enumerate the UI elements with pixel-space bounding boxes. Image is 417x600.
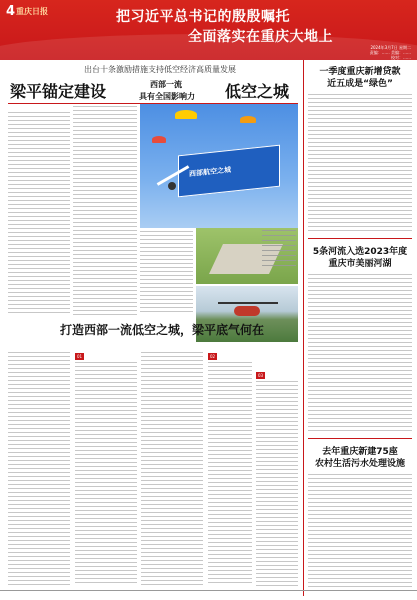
lead-body-column-3	[140, 231, 193, 315]
body-text-lines	[256, 381, 298, 586]
banner-headline-line1: 把习近平总书记的殷殷嘱托	[116, 9, 290, 25]
parachute-icon	[240, 116, 256, 123]
sidebar-story1-body	[308, 94, 412, 234]
issue-info	[370, 45, 411, 60]
paper-name: 重庆日报	[16, 7, 48, 16]
sidebar-story3-body	[308, 474, 412, 590]
section-tag: 02	[210, 354, 216, 359]
headline-line: 去年重庆新建75座	[322, 447, 398, 457]
lead-headline-left: 梁平锚定建设	[10, 82, 107, 101]
right-sidebar	[303, 60, 415, 596]
lead-body-column-1	[8, 106, 70, 316]
section-tag: 03	[258, 373, 264, 378]
parachute-icon	[152, 136, 166, 143]
lead-headline-mid-bottom: 具有全国影响力	[139, 92, 195, 101]
banner-flag	[178, 145, 280, 198]
lower-body-column-1	[8, 352, 70, 586]
body-text-lines	[308, 274, 412, 434]
parachute-icon	[175, 110, 197, 119]
sidebar-story2-body	[308, 274, 412, 434]
page-footer	[0, 590, 417, 600]
lower-body-column-2	[75, 362, 137, 586]
headline-line: 一季度重庆新增贷款	[319, 67, 401, 77]
sidebar-divider	[308, 238, 412, 239]
body-text-lines	[75, 362, 137, 586]
lead-headline-mid-top: 西部一流	[150, 80, 182, 89]
photo-caption-block	[262, 230, 296, 270]
sub-headline: 打造西部一流低空之城，梁平底气何在	[60, 323, 265, 337]
body-text-lines	[208, 362, 252, 586]
headline-line: 农村生活污水处理设施	[314, 459, 405, 469]
lead-body-column-2	[73, 106, 137, 316]
sidebar-divider	[308, 438, 412, 439]
headline-line: 5条河流入选2023年度	[312, 247, 408, 257]
issue-editors: 责编：…… 美编：……	[369, 50, 411, 55]
helicopter-icon	[234, 306, 260, 316]
headline-line: 重庆市美丽河湖	[328, 259, 392, 269]
rotor-icon	[218, 302, 278, 304]
body-text-lines	[308, 474, 412, 590]
section-tag: 01	[77, 354, 83, 359]
skydiver-figure	[168, 182, 176, 190]
issue-proof: 校对：……	[391, 55, 411, 60]
sidebar-story3-headline	[304, 446, 416, 470]
masthead-banner	[0, 0, 417, 60]
parachute-photo	[140, 104, 298, 228]
page-number: 4	[6, 4, 16, 19]
issue-date: 2024年3月7日 星期二	[370, 45, 411, 50]
sidebar-story1-headline	[304, 66, 416, 90]
body-text-lines	[140, 231, 193, 315]
body-text-lines	[8, 352, 70, 586]
banner-headline-line2: 全面落实在重庆大地上	[188, 29, 333, 45]
lower-body-column-5	[256, 381, 298, 586]
body-text-lines	[308, 94, 412, 234]
caption-lines	[262, 230, 296, 270]
lead-kicker: 出台十条激励措施支持低空经济高质量发展	[84, 65, 236, 74]
body-text-lines	[141, 352, 203, 586]
flag-text: 西部航空之城	[189, 165, 231, 179]
lower-body-column-4	[208, 362, 252, 586]
sidebar-story2-headline-text	[304, 246, 416, 270]
headline-line: 近五成是“绿色”	[327, 79, 393, 89]
body-text-lines	[8, 112, 70, 316]
lead-headline-right: 低空之城	[225, 82, 290, 101]
lower-body-column-3	[141, 352, 203, 586]
body-text-lines	[73, 106, 137, 316]
